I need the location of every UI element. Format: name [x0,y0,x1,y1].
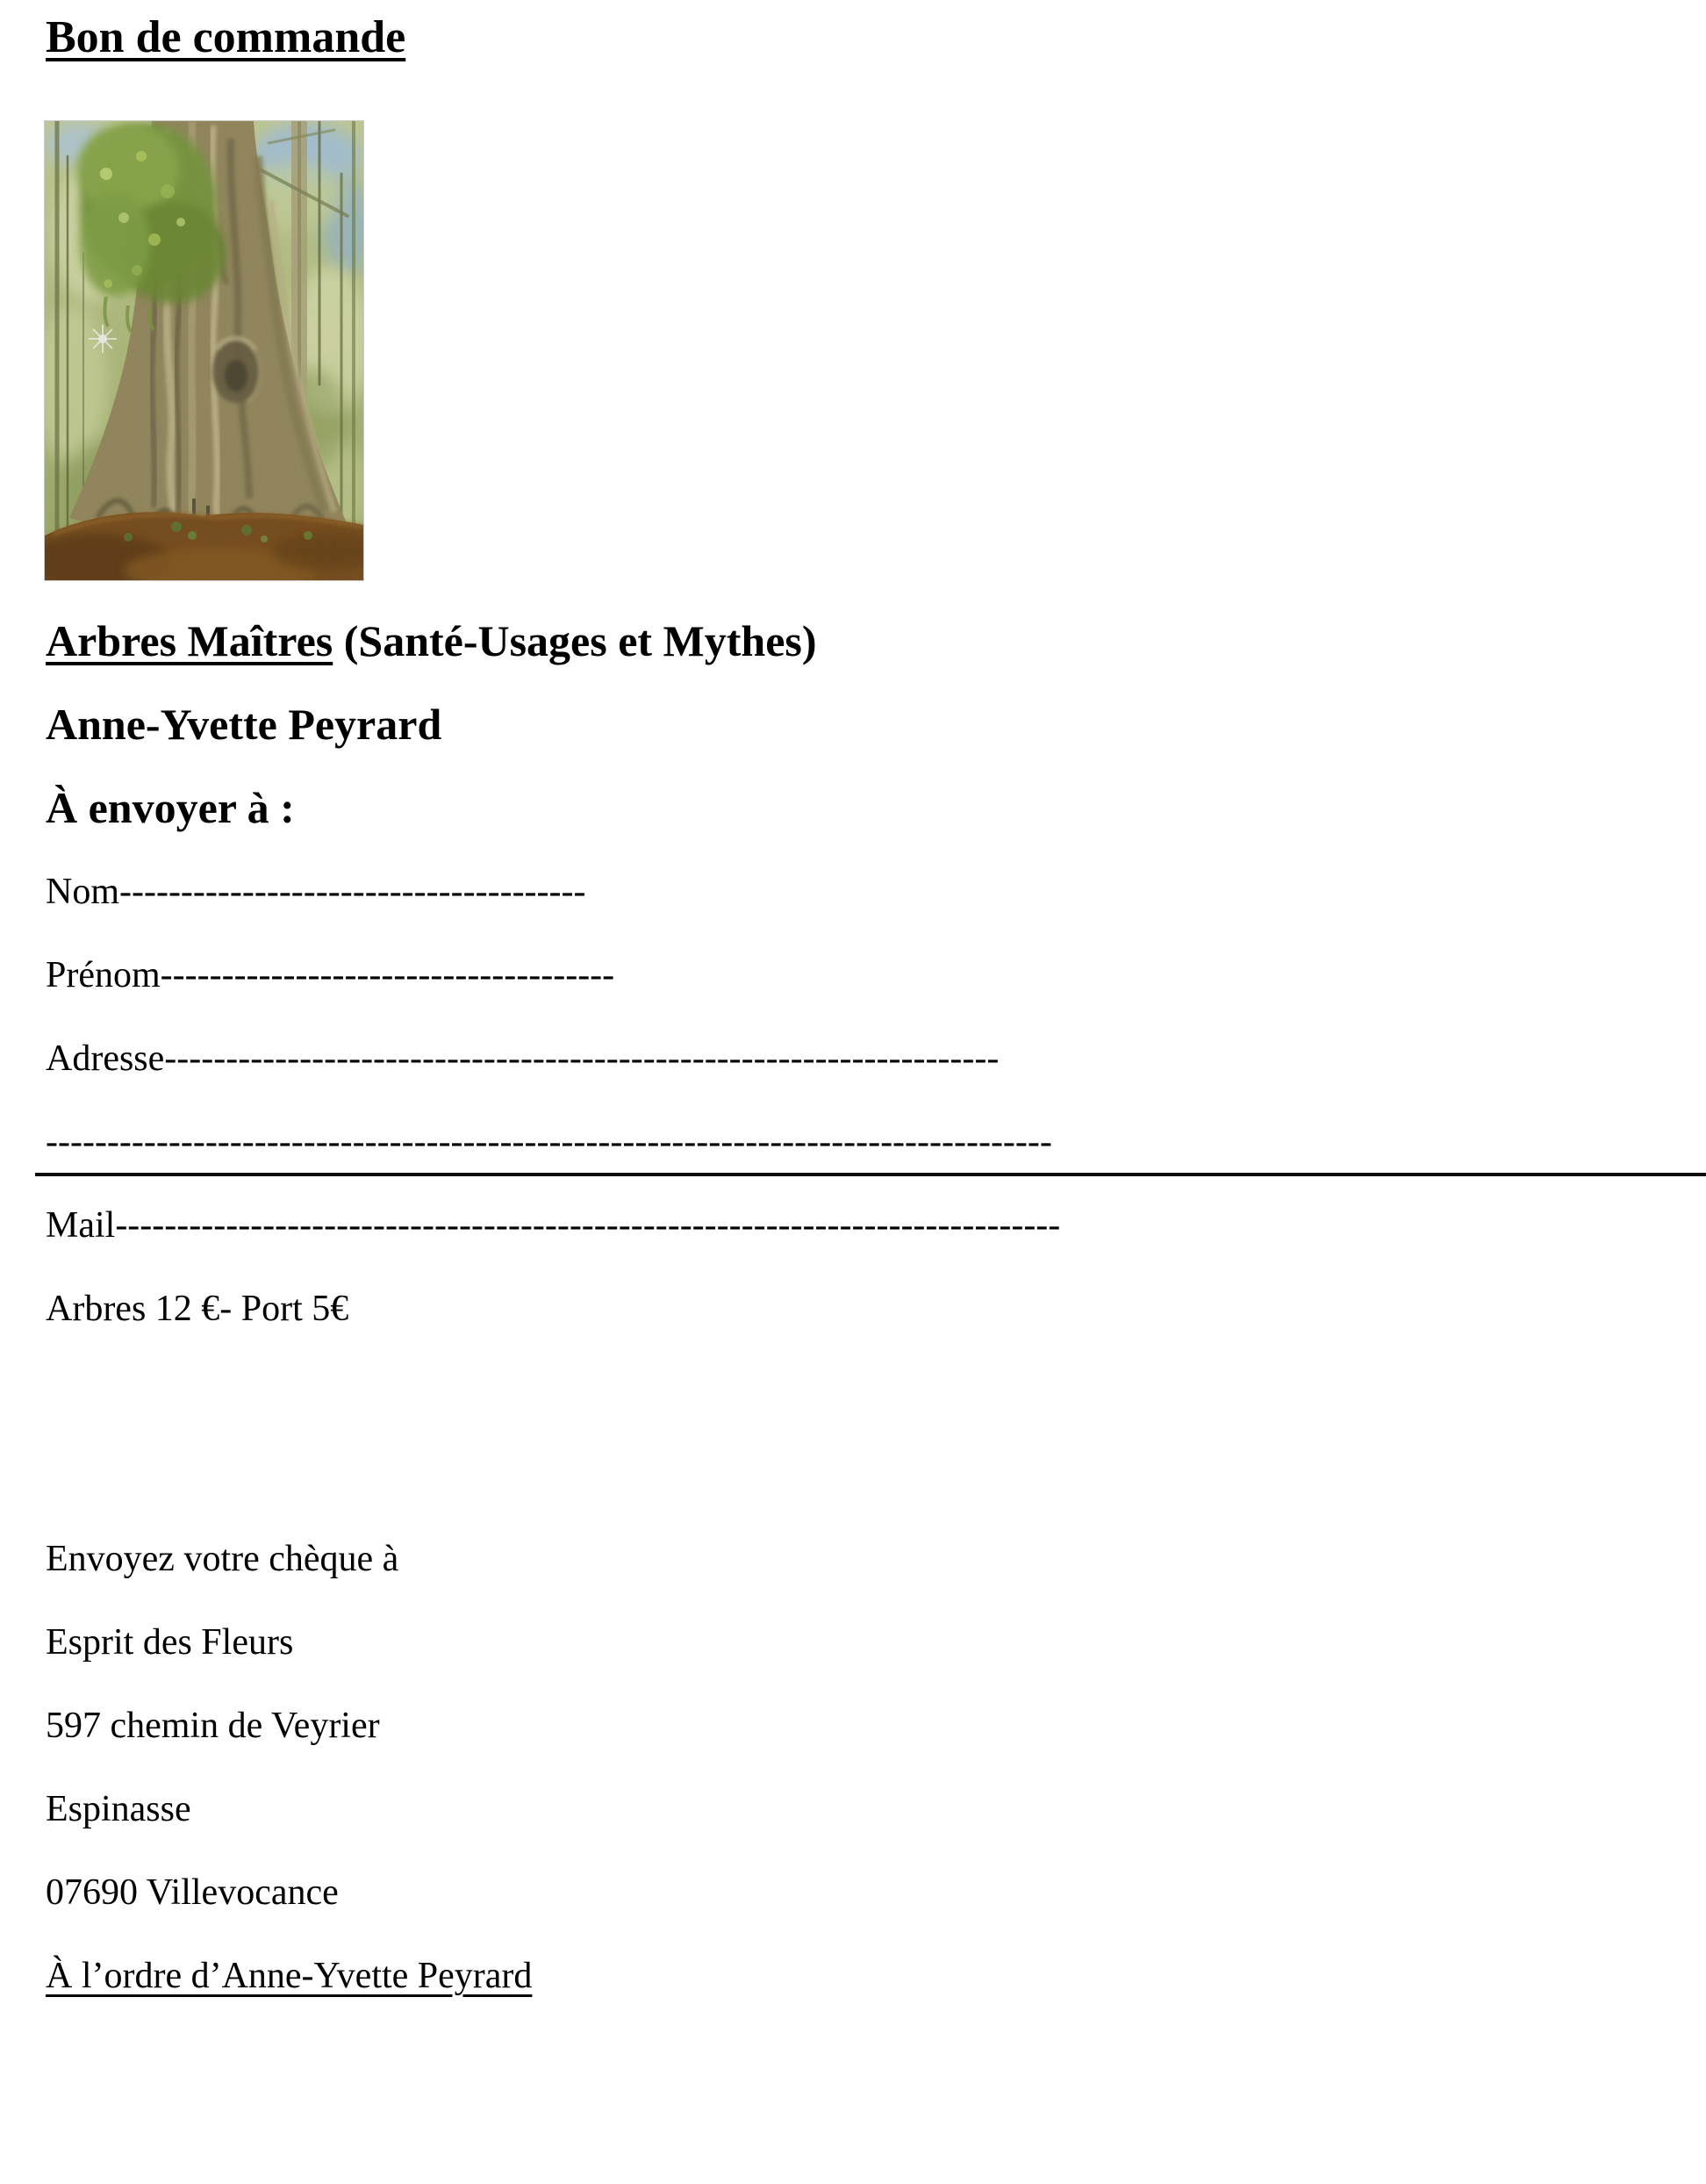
address-field-line-2: ---------------------------------------------------------------------------------- [46,1122,1052,1162]
payment-street: 597 chemin de Veyrier [46,1706,380,1746]
mail-field-line: Mail----------------------------------------------------------------------------- [46,1205,1061,1246]
book-title: Arbres Maîtres [46,616,333,665]
book-title-line [46,618,817,665]
page-title: Bon de commande [46,12,406,62]
payment-locality: Espinasse [46,1789,191,1829]
address-field-line: Adresse-------------------------------------------------------------------- [46,1038,1000,1079]
firstname-field-line: Prénom------------------------------------- [46,955,615,995]
payment-payee: À l’ordre d’Anne-Yvette Peyrard [46,1956,533,1996]
payment-city: 07690 Villevocance [46,1872,339,1913]
name-field-line: Nom-------------------------------------- [46,872,586,912]
book-author: Anne-Yvette Peyrard [46,700,442,749]
paint-texture [45,121,363,580]
send-to-label: À envoyer à : [46,783,295,832]
tree-painting-canvas [45,121,363,580]
price-line: Arbres 12 €- Port 5€ [46,1289,349,1329]
tree-painting [44,120,364,581]
payment-recipient: Esprit des Fleurs [46,1622,294,1663]
book-subtitle: (Santé-Usages et Mythes) [333,616,817,665]
page-divider-line [35,1173,1706,1176]
payment-intro: Envoyez votre chèque à [46,1539,399,1579]
